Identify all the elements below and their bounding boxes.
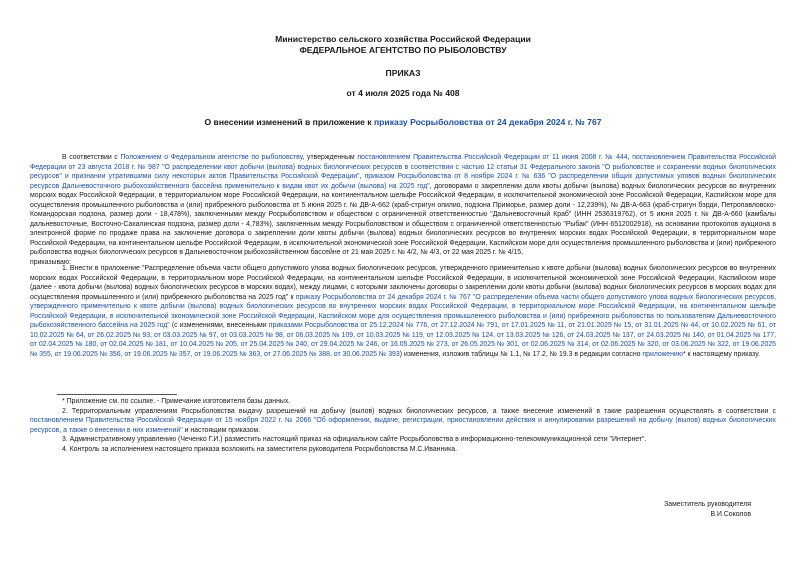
- doc-title: [27, 117, 779, 128]
- text: (с изменениями, внесенными: [169, 322, 269, 330]
- doc-type: ПРИКАЗ: [385, 68, 421, 78]
- text: и настоящим приказом.: [182, 426, 261, 434]
- signature-block: [664, 500, 751, 520]
- title-prefix: О внесении изменений в приложение к: [204, 117, 374, 127]
- lower-section: [30, 392, 776, 454]
- link-regulation[interactable]: Положением о Федеральном агентстве по рыболовству: [120, 154, 303, 161]
- footnote: * Приложение см. по ссылке. - Примечание изготовителя базы данных.: [62, 398, 291, 405]
- link-amending-orders[interactable]: приказами Росрыболовства от 25.12.2024 № 776, от 27.12.2024 № 791, от 17.01.2025 № 11, от 21.01.2025 № 15, от 31.01.2025 № 44, от 10.02.2025 № 61, от 10.02.2025 № 64, от 26.02.2025 № 93, от 03.03.2025 № 97, от 03.03.2025 № 98, от 06.03.2025 № 109, от 10.03.2025 № 119, от 12.03.2025 № 124, от 13.03.2025 № 126, от 24.03.2025 № 137, от 24.03.2025 № 140, от 01.04.2025 № 177, от 02.04.2025 № 180, от 02.04.2025 № 181, от 10.04.2025 № 205, от 25.04.2025 № 240, от 29.04.2025 № 246, от 16.05.2025 № 273, от 26.05.2025 № 301, от 02.06.2025 № 314, от 02.06.2025 № 320, от 03.06.2025 № 322, от 19.06.2025 № 355, от 19.06.2025 № 356, от 19.06.2025 № 357, от 19.06.2025 № 363, от 27.06.2025 № 388, от 30.06.2025 № 393: [30, 322, 776, 358]
- text: ,: [359, 173, 365, 181]
- link-appendix[interactable]: приложению: [642, 350, 683, 358]
- link-order-767[interactable]: приказу Росрыболовства от 24 декабря 2024 г. № 767 "О распределении объема части общего допустимого улова водных биологических ресурсов, утвержденного применительно к квоте добычи (вылова) водных биологических ресурсов во внутренних морских водах Российской Федерации, в территориальном море Российской Федерации, на континентальном шельфе Российской Федерации, в исключительной экономической зоне Российской Федерации, Каспийском море для осуществления промышленного рыболовства и (или) прибрежного рыболовства по пользователям Дальневосточного рыбохозяйственного бассейна на 2025 год": [30, 293, 776, 330]
- paragraph-1: [30, 264, 776, 359]
- text: * к настоящему приказу.: [682, 350, 760, 358]
- title-link[interactable]: приказу Росрыболовства от 24 декабря 2024 г. № 767: [373, 117, 602, 127]
- ministry-name: Министерство сельского хозяйства Российской Федерации: [275, 34, 531, 44]
- footnote-divider: [57, 394, 177, 395]
- paragraph-2: [30, 407, 776, 436]
- paragraph-4: 4. Контроль за исполнением настоящего приказа возложить на заместителя руководителя Росрыболовства М.С.Иванника.: [62, 445, 458, 453]
- paragraph-3: 3. Административному управлению (Чеченко Г.И.) разместить настоящий приказ на официальном сайте Росрыболовства в информационно-телекоммуникационной сети "Интернет".: [62, 436, 647, 444]
- text: ) изменения, изложив таблицы № 1.1, № 17.2, № 19.3 в редакции согласно: [399, 350, 643, 358]
- text: , утвержденным: [302, 154, 358, 161]
- agency-name: ФЕДЕРАЛЬНОЕ АГЕНТСТВО ПО РЫБОЛОВСТВУ: [299, 44, 507, 55]
- text: 2. Территориальным управлениям Росрыболовства выдачу разрешений на добычу (вылов) водных биологических ресурсов, а также внесение изменений в такие разрешения осуществлять в соответствии с: [62, 407, 776, 415]
- link-decree-2066[interactable]: постановлением Правительства Российской Федерации от 15 ноября 2022 г. № 2066 "Об оформлении, выдаче, регистрации, приостановлении действия и аннулировании разрешений на добычу (вылов) водных биологических ресурсов, а также о внесении в них изменений": [30, 417, 776, 434]
- link-order-636[interactable]: приказом Росрыболовства от 8 ноября 2024 г. № 636 "О распределении общих допустимых уловов водных биологических ресурсов Дальневосточного рыбохозяйственного бассейна применительно к видам квот их добычи (вылова) на 2025 год": [30, 173, 776, 190]
- header-block: [27, 34, 779, 55]
- signer-name: В.И.Соколов: [710, 511, 751, 518]
- text: , договорами о закреплении доли квоты добычи (вылова) водных биологических ресурсов во внутренних морских водах Российской Федерации, в территориальном море Российской Федерации, на континентальном шельфе Российской Федерации, в исключительной экономической зоне Российской Федерации, Каспийском море для осуществления промышленного рыболовства и (или) прибрежного рыболовства от 5 июня 2025 г. № ДВ-А-662 (краб-стригун опилио, подзона Приморье, размер доли - 12,239%), № ДВ-А-663 (краб-стригун бэрди, Петропавловско-Командорская подзона, размер доли - 18,478%), заключенными между Росрыболовством и обществом с ограниченной ответственностью "Дальневосточный Краб" (ИНН 2536319762), от 5 июня 2025 г. № ДВ-А-660 (камбалы дальневосточные, Восточно-Сахалинская подзона, размер доли - 4,783%), заключенным между Росрыболовством и обществом с ограниченной ответственностью "Рыбак" (ИНН 6512002918), на основании протоколов аукциона в электронной форме по продаже права на заключение договора о закреплении доли квоты добычи (вылова) водных биологических ресурсов во внутренних морских водах Российской Федерации, в территориальном море Российской Федерации, на континентальном шельфе Российской Федерации, в исключительной экономической зоне Российской Федерации, Каспийском море для осуществления промышленного рыболовства и (или) прибрежного рыболовства водных биологических ресурсов в Дальневосточном рыбохозяйственном бассейне от 21 мая 2025 г. № 4/2, № 4/3, от 22 мая 2025 г. № 4/15,: [30, 182, 776, 257]
- link-decree-444[interactable]: постановлением Правительства Российской Федерации от 11 июня 2008 г. № 444: [357, 154, 628, 161]
- text: В соответствии с: [62, 154, 121, 161]
- link-decree-987[interactable]: постановлением Правительства Российской Федерации от 23 августа 2018 г. № 987 "О распределении квот добычи (вылова) водных биологических ресурсов в соответствии с частью 12 статьи 31 Федерального закона "О рыболовстве и сохранении водных биологических ресурсов" и признании утратившими силу некоторых актов Правительства Российской Федерации": [30, 154, 777, 181]
- text: 1. Внести в приложение "Распределение объема части общего допустимого улова водных биологических ресурсов, утвержденного применительно к квоте добычи (вылова) водных биологических ресурсов во внутренних морских водах Российской Федерации, в территориальном море Российской Федерации, на континентальном шельфе Российской Федерации, в исключительной экономической зоне Российской Федерации, Каспийском море (далее - квота добычи (вылова) водных биологических ресурсов в морских водах), между лицами, с которыми заключены договоры о закреплении доли квоты добычи (вылова) водных биологических ресурсов в морских водах для осуществления промышленного и (или) прибрежного рыболовства на 2025 год" к: [30, 265, 776, 301]
- paragraph-preamble: [30, 153, 776, 268]
- doc-date: от 4 июля 2025 года № 408: [346, 88, 460, 98]
- signer-position: Заместитель руководителя: [664, 501, 751, 508]
- text: ,: [627, 154, 633, 161]
- order-word: приказываю:: [30, 259, 71, 267]
